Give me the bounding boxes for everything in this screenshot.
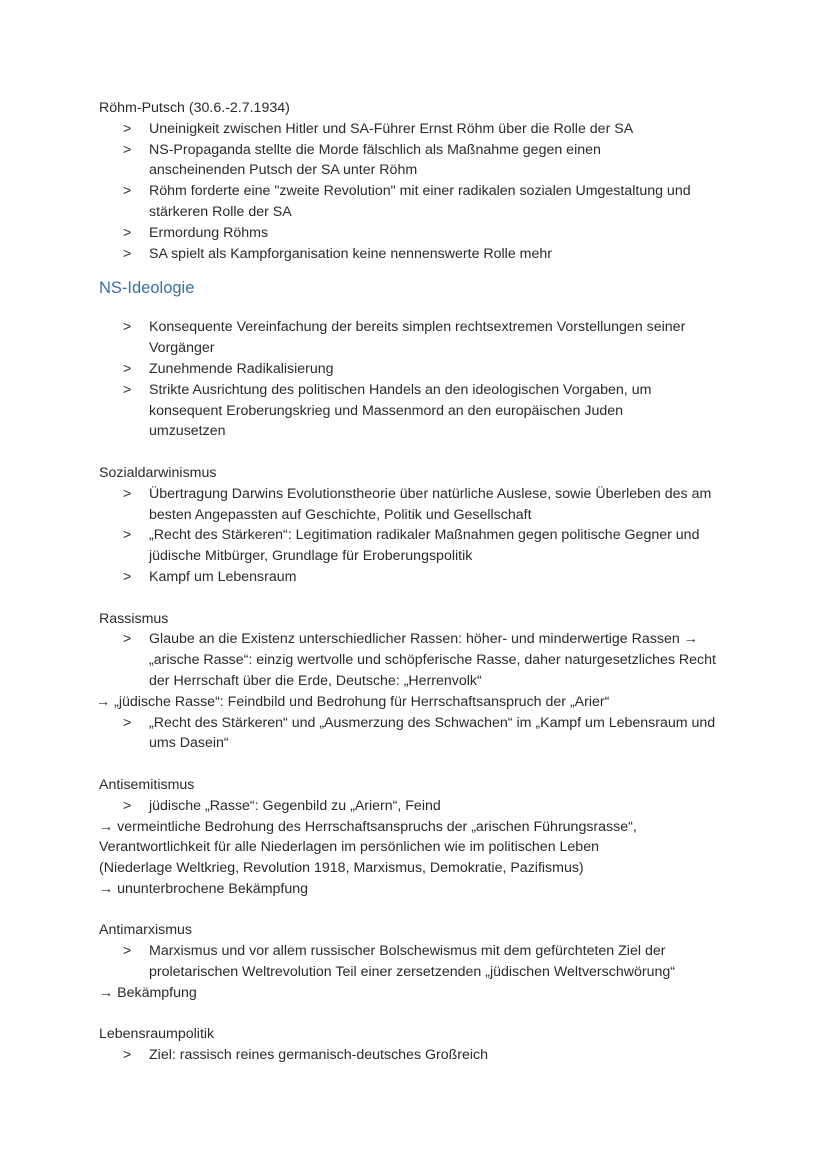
list-item-text: Zunehmende Radikalisierung <box>149 360 334 377</box>
bullet-marker: > <box>123 381 132 398</box>
section-title-antimarxismus: Antimarxismus <box>99 922 193 939</box>
section-title-sozialdarwinismus: Sozialdarwinismus <box>99 464 217 481</box>
bullet-marker: > <box>123 797 132 814</box>
list-item <box>99 484 739 526</box>
section-title-roehm: Röhm-Putsch (30.6.-2.7.1934) <box>99 100 290 116</box>
list-item-text: Konsequente Vereinfachung der bereits simplen rechtsextremen Vorstellungen seiner Vorgänger <box>149 319 686 357</box>
list-item-text: Glaube an die Existenz unterschiedlicher Rassen: höher- und minderwertige Rassen → „arische Rasse“: einzig wertvolle und schöpferische Rasse, daher naturgesetzliches Recht der Herrschaft über die Erde, Deutsche: „Herrenvolk“ <box>149 631 716 689</box>
list-item <box>99 796 739 817</box>
list-item-text: jüdische „Rasse“: Gegenbild zu „Ariern“, Feind <box>149 797 441 814</box>
list-item <box>99 380 739 442</box>
list-item-text: Kampf um Lebensraum <box>149 568 297 585</box>
arrow-line: → vermeintliche Bedrohung des Herrschaftsanspruchs der „arischen Führungsrasse“, <box>99 818 637 835</box>
arrow-line: → „jüdische Rasse“: Feindbild und Bedrohung für Herrschaftsanspruch der „Arier“ <box>96 693 610 710</box>
arrow-line: → Bekämpfung <box>99 984 197 1001</box>
list-item-text: SA spielt als Kampforganisation keine nennenswerte Rolle mehr <box>149 245 552 262</box>
list-item <box>99 629 739 691</box>
section-title-lebensraumpolitik: Lebensraumpolitik <box>99 1026 215 1043</box>
bullet-marker: > <box>123 183 132 200</box>
bullet-marker: > <box>123 631 132 648</box>
list-item-text: Uneinigkeit zwischen Hitler und SA-Führer Ernst Röhm über die Rolle der SA <box>149 120 634 137</box>
list-item <box>99 941 739 983</box>
bullet-marker: > <box>123 943 132 960</box>
list-item <box>99 525 739 567</box>
text-line: Verantwortlichkeit für alle Niederlagen im persönlichen wie im politischen Leben <box>99 839 599 856</box>
document-content <box>96 98 739 1066</box>
list-item-text: Ziel: rassisch reines germanisch-deutsches Großreich <box>149 1047 489 1064</box>
list-item <box>99 567 739 588</box>
section-title-rassismus: Rassismus <box>99 610 169 627</box>
list-item-text: Marxismus und vor allem russischer Bolschewismus mit dem gefürchteten Ziel der proletarischen Weltrevolution Teil einer zersetzenden „jüdischen Weltverschwörung“ <box>149 943 675 981</box>
list-item <box>99 119 739 140</box>
bullet-marker: > <box>123 1047 132 1064</box>
bullet-marker: > <box>123 224 132 241</box>
list-item <box>99 317 739 359</box>
arrow-line: → ununterbrochene Bekämpfung <box>99 880 309 897</box>
bullet-marker: > <box>123 714 132 731</box>
section-heading-ns-ideologie: NS-Ideologie <box>99 279 195 298</box>
bullet-marker: > <box>123 527 132 544</box>
list-item-text: Ermordung Röhms <box>149 224 269 241</box>
list-item-text: NS-Propaganda stellte die Morde fälschlich als Maßnahme gegen einen anscheinenden Putsch der SA unter Röhm <box>149 141 601 179</box>
list-item <box>99 713 739 755</box>
list-item <box>99 181 739 223</box>
list-item-text: Strikte Ausrichtung des politischen Handels an den ideologischen Vorgaben, um konsequent Eroberungskrieg und Massenmord an den europäischen Juden umzusetzen <box>149 381 652 440</box>
bullet-marker: > <box>123 360 132 377</box>
bullet-marker: > <box>123 141 132 158</box>
list-item-text: Übertragung Darwins Evolutionstheorie über natürliche Auslese, sowie Überleben des am besten Angepassten auf Geschichte, Politik und Gesellschaft <box>149 485 712 523</box>
bullet-marker: > <box>123 120 132 137</box>
list-item-text: Röhm forderte eine "zweite Revolution" mit einer radikalen sozialen Umgestaltung und stärkeren Rolle der SA <box>149 183 691 220</box>
list-item <box>99 359 739 380</box>
list-item-text: „Recht des Stärkeren“: Legitimation radikaler Maßnahmen gegen politische Gegner und jüdische Mitbürger, Grundlage für Eroberungspolitik <box>149 527 700 565</box>
bullet-marker: > <box>123 485 132 502</box>
text-line: (Niederlage Weltkrieg, Revolution 1918, Marxismus, Demokratie, Pazifismus) <box>99 860 584 877</box>
bullet-marker: > <box>123 245 132 262</box>
bullet-marker: > <box>123 568 132 585</box>
section-title-antisemitismus: Antisemitismus <box>99 776 195 793</box>
list-item <box>99 223 739 244</box>
list-item <box>99 1045 739 1066</box>
bullet-marker: > <box>123 319 132 336</box>
list-item <box>99 140 739 182</box>
list-item-text: „Recht des Stärkeren“ und „Ausmerzung des Schwachen“ im „Kampf um Lebensraum und ums Dasein“ <box>149 714 716 752</box>
list-item <box>99 244 739 265</box>
